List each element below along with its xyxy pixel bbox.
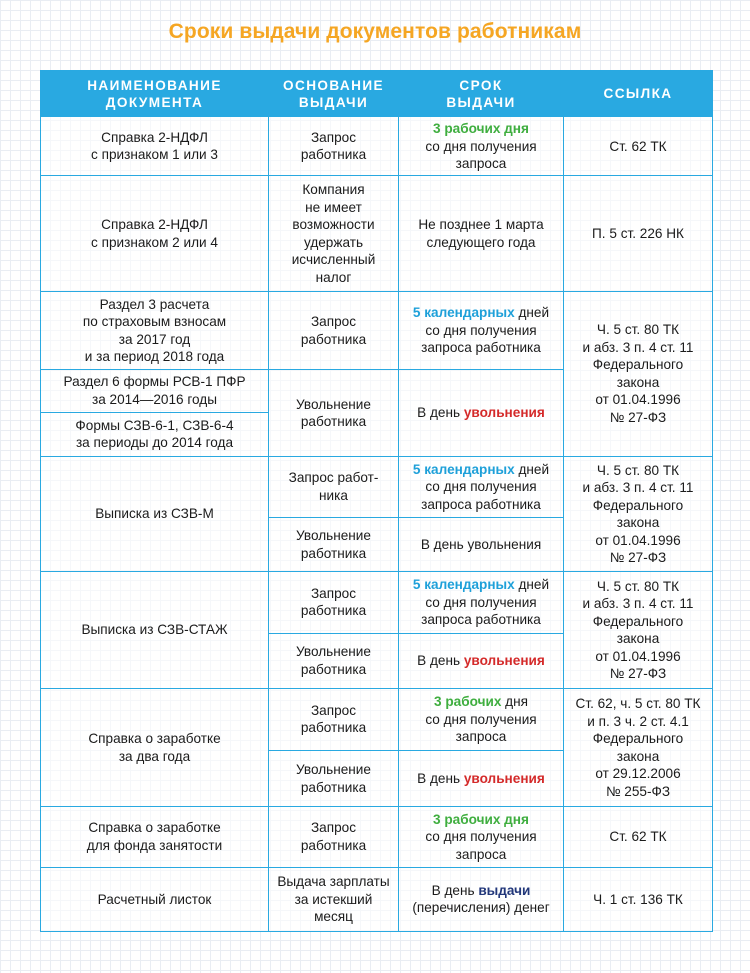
document-name: Справка 2-НДФЛ с признаком 1 или 3 (41, 117, 269, 176)
law-reference: Ст. 62 ТК (564, 117, 713, 176)
table-row (41, 572, 713, 633)
document-name: Расчетный листок (41, 867, 269, 931)
issue-term: 3 рабочих дня со дня получения запроса (399, 807, 564, 867)
table-row (41, 688, 713, 750)
law-reference: Ч. 5 ст. 80 ТК и абз. 3 п. 4 ст. 11 Федерального закона от 01.04.1996 № 27-ФЗ (564, 456, 713, 572)
issue-basis: Компания не имеет возможности удержать исчисленный налог (269, 176, 399, 292)
header-basis: ОСНОВАНИЕ ВЫДАЧИ (269, 71, 399, 117)
law-reference: Ст. 62 ТК (564, 807, 713, 867)
issue-term: В день выдачи (перечисления) денег (399, 867, 564, 931)
issue-basis: Увольнение работника (269, 751, 399, 807)
issue-basis: Выдача зарплаты за истекший месяц (269, 867, 399, 931)
header-link: ССЫЛКА (564, 71, 713, 117)
issue-term: В день увольнения (399, 370, 564, 456)
issue-term: 5 календарных дней со дня получения запроса работника (399, 572, 564, 633)
document-name: Раздел 6 формы РСВ-1 ПФР за 2014—2016 годы (41, 370, 269, 412)
issue-term: 5 календарных дней со дня получения запроса работника (399, 456, 564, 517)
document-name: Справка 2-НДФЛ с признаком 2 или 4 (41, 176, 269, 292)
issue-basis: Запрос работника (269, 292, 399, 370)
issue-term: Не позднее 1 марта следующего года (399, 176, 564, 292)
document-name: Выписка из СЗВ-СТАЖ (41, 572, 269, 689)
issue-term: В день увольнения (399, 751, 564, 807)
issue-basis: Запрос работника (269, 117, 399, 176)
issue-basis: Увольнение работника (269, 518, 399, 572)
header-row (41, 71, 713, 117)
table-row (41, 456, 713, 517)
issue-basis: Запрос работника (269, 572, 399, 633)
issue-term: 3 рабочих дня со дня получения запроса (399, 688, 564, 750)
header-name: НАИМЕНОВАНИЕ ДОКУМЕНТА (41, 71, 269, 117)
document-name: Справка о заработке за два года (41, 688, 269, 807)
issue-basis: Запрос работ- ника (269, 456, 399, 517)
header-term: СРОК ВЫДАЧИ (399, 71, 564, 117)
page-title: Сроки выдачи документов работникам (168, 20, 582, 43)
document-name: Формы СЗВ-6-1, СЗВ-6-4 за периоды до 2014 года (41, 412, 269, 456)
table-row (41, 867, 713, 931)
table-row (41, 292, 713, 370)
law-reference: П. 5 ст. 226 НК (564, 176, 713, 292)
issue-term: 3 рабочих дня со дня получения запроса (399, 117, 564, 176)
issue-term: В день увольнения (399, 633, 564, 688)
law-reference: Ст. 62, ч. 5 ст. 80 ТК и п. 3 ч. 2 ст. 4.1 Федерального закона от 29.12.2006 № 255-ФЗ (564, 688, 713, 807)
document-name: Справка о заработке для фонда занятости (41, 807, 269, 867)
document-name: Выписка из СЗВ-М (41, 456, 269, 572)
law-reference: Ч. 5 ст. 80 ТК и абз. 3 п. 4 ст. 11 Федерального закона от 01.04.1996 № 27-ФЗ (564, 572, 713, 689)
documents-table (40, 70, 713, 932)
issue-term: 5 календарных дней со дня получения запроса работника (399, 292, 564, 370)
law-reference: Ч. 5 ст. 80 ТК и абз. 3 п. 4 ст. 11 Федерального закона от 01.04.1996 № 27-ФЗ (564, 292, 713, 457)
issue-basis: Увольнение работника (269, 370, 399, 456)
issue-basis: Запрос работника (269, 807, 399, 867)
issue-term: В день увольнения (399, 518, 564, 572)
table-row (41, 117, 713, 176)
document-name: Раздел 3 расчета по страховым взносам за 2017 год и за период 2018 года (41, 292, 269, 370)
table-row (41, 176, 713, 292)
table-row (41, 807, 713, 867)
issue-basis: Увольнение работника (269, 633, 399, 688)
issue-basis: Запрос работника (269, 688, 399, 750)
law-reference: Ч. 1 ст. 136 ТК (564, 867, 713, 931)
